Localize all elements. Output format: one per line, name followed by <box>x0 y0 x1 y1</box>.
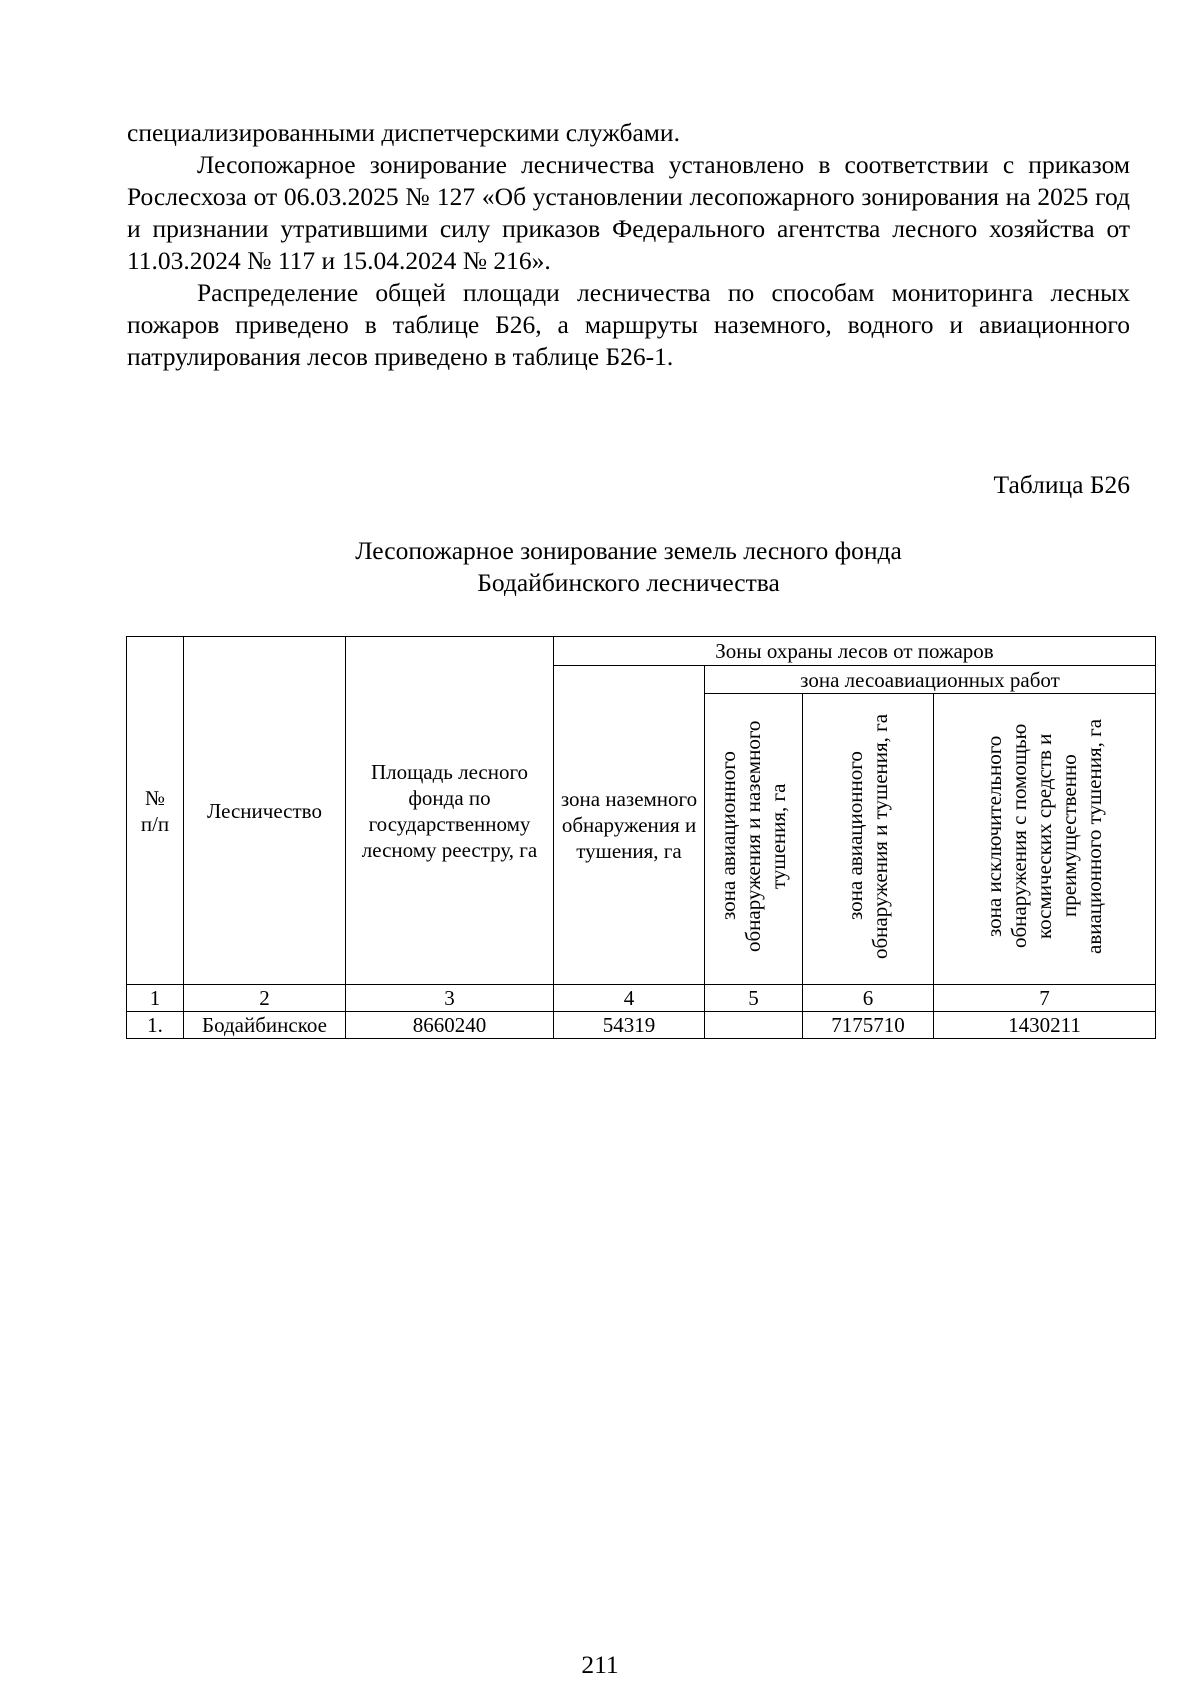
header-aviation-ground-zone <box>705 694 803 985</box>
cell-aviation-ground-zone <box>705 1012 803 1039</box>
cell-forestry: Бодайбинское <box>184 1012 346 1039</box>
paragraph-zoning-order: Лесопожарное зонирование лесничества установлено в соответствии с приказом Рослесхоза от 06.03.2025 № 127 «Об установлении лесопожарного зонирования на 2025 год и признании утратившими силу приказов Федерального агентства лесного хозяйства от 11.03.2024 № 117 и 15.04.2024 № 216». <box>127 150 1130 275</box>
cell-aviation-zone: 7175710 <box>803 1012 934 1039</box>
cell-number: 1. <box>127 1012 184 1039</box>
column-number: 5 <box>705 985 803 1012</box>
column-number-row <box>127 985 1156 1012</box>
header-aviation-group: зона лесоавиационных работ <box>705 666 1156 694</box>
column-number: 3 <box>346 985 554 1012</box>
fire-zoning-table <box>126 636 1156 1039</box>
table-title-line-1: Лесопожарное зонирование земель лесного фонда <box>355 536 902 565</box>
paragraph-area-distribution: Распределение общей площади лесничества по способам мониторинга лесных пожаров приведено в таблице Б26, а маршруты наземного, водного и авиационного патрулирования лесов приведено в таблице Б26-1. <box>127 278 1130 371</box>
cell-ground-zone: 54319 <box>554 1012 705 1039</box>
header-aviation-text: зона авиационного обнаружения и тушения, га <box>843 713 892 959</box>
column-number: 4 <box>554 985 705 1012</box>
cell-area: 8660240 <box>346 1012 554 1039</box>
column-number: 2 <box>184 985 346 1012</box>
header-aviation-ground-text: зона авиационного обнаружения и наземного тушения, га <box>716 720 790 952</box>
table-title-line-2: Бодайбинского лесничества <box>477 568 780 597</box>
table-title <box>127 535 1130 599</box>
column-number: 1 <box>127 985 184 1012</box>
header-zones-group: Зоны охраны лесов от пожаров <box>554 637 1156 666</box>
header-space-text: зона исключительного обнаружения с помощью космических средств и преимущественно авиационного тушения, га <box>982 718 1106 954</box>
header-ground-zone: зона наземного обнаружения и тушения, га <box>554 666 705 985</box>
column-number: 7 <box>934 985 1156 1012</box>
header-space-zone <box>934 694 1156 985</box>
column-number: 6 <box>803 985 934 1012</box>
header-aviation-zone <box>803 694 934 985</box>
body-text <box>127 117 1130 373</box>
cell-space-zone: 1430211 <box>934 1012 1156 1039</box>
paragraph-continuation: специализированными диспетчерскими службами. <box>127 118 680 147</box>
header-number-text: № п/п <box>140 785 170 836</box>
table-row <box>127 1012 1156 1039</box>
table-label: Таблица Б26 <box>993 470 1130 499</box>
header-forestry: Лесничество <box>184 637 346 985</box>
page-number: 211 <box>581 1650 619 1679</box>
header-area: Площадь лесного фонда по государственному лесному реестру, га <box>346 637 554 985</box>
header-number <box>127 637 184 985</box>
